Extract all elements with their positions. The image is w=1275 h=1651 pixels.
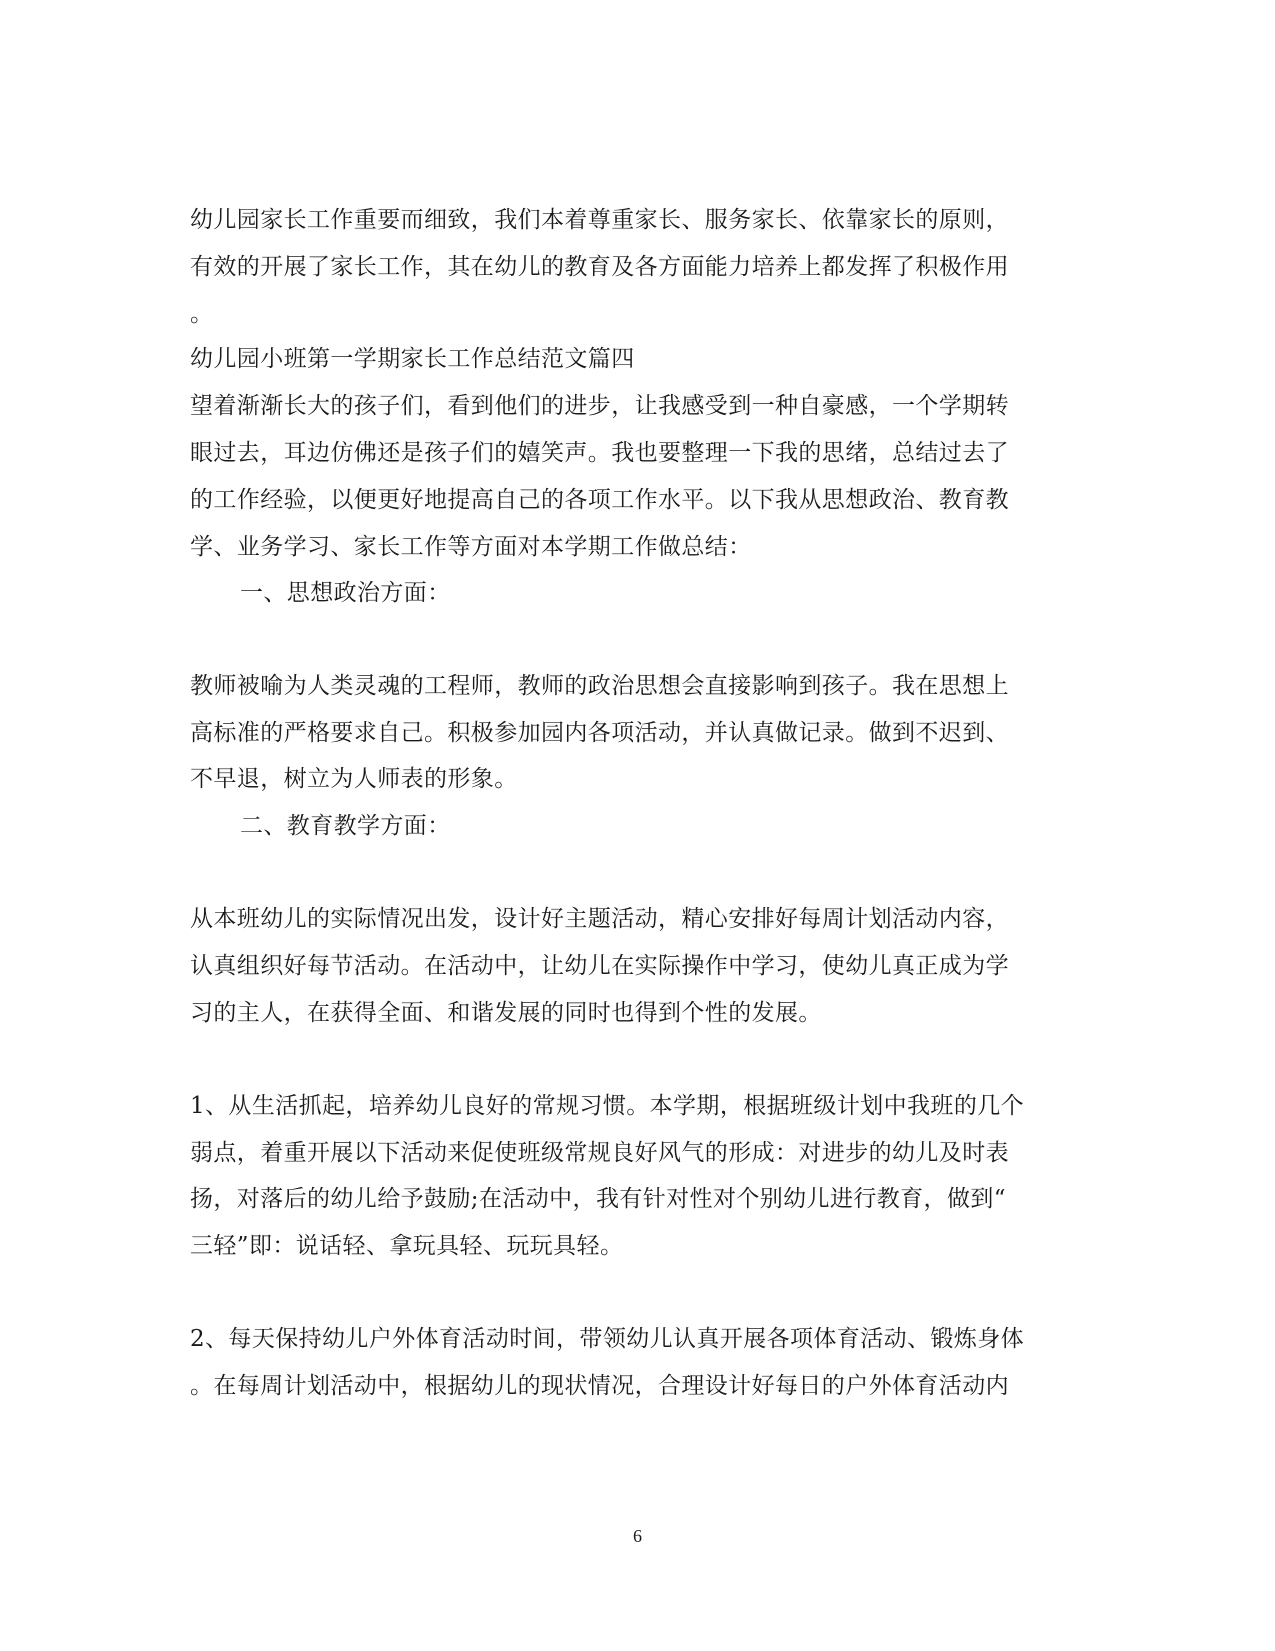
section-heading: 幼儿园小班第一学期家长工作总结范文篇四 (190, 346, 635, 372)
text-line: 眼过去，耳边仿佛还是孩子们的嬉笑声。我也要整理一下我的思绪，总结过去了 (190, 440, 1009, 466)
text-line: 2、每天保持幼儿户外体育活动时间，带领幼儿认真开展各项体育活动、锻炼身体 (190, 1326, 1025, 1352)
text-line: 的工作经验，以便更好地提高自己的各项工作水平。以下我从思想政治、教育教 (190, 487, 1009, 513)
text-line: 认真组织好每节活动。在活动中，让幼儿在实际操作中学习，使幼儿真正成为学 (190, 953, 1009, 979)
text-line: 从本班幼儿的实际情况出发，设计好主题活动，精心安排好每周计划活动内容， (190, 906, 1009, 932)
text-line: 望着渐渐长大的孩子们，看到他们的进步，让我感受到一种自豪感，一个学期转 (190, 393, 1009, 419)
text-line: 。在每周计划活动中，根据幼儿的现状情况，合理设计好每日的户外体育活动内 (190, 1373, 1009, 1399)
text-line: 学、业务学习、家长工作等方面对本学期工作做总结： (190, 534, 752, 560)
text-line: 习的主人，在获得全面、和谐发展的同时也得到个性的发展。 (190, 1000, 822, 1026)
text-line: 弱点，着重开展以下活动来促使班级常规良好风气的形成：对进步的幼儿及时表 (190, 1140, 1009, 1166)
subsection-heading: 二、教育教学方面： (240, 813, 451, 839)
text-line: 。 (190, 301, 214, 327)
text-line: 扬，对落后的幼儿给予鼓励;在活动中，我有针对性对个别幼儿进行教育，做到“ (190, 1186, 1006, 1212)
text-line: 1、从生活抓起，培养幼儿良好的常规习惯。本学期，根据班级计划中我班的几个 (190, 1093, 1025, 1119)
text-line: 三轻”即：说话轻、拿玩具轻、玩玩具轻。 (190, 1233, 624, 1259)
subsection-heading: 一、思想政治方面： (240, 580, 451, 606)
text-line: 幼儿园家长工作重要而细致，我们本着尊重家长、服务家长、依靠家长的原则， (190, 207, 1009, 233)
text-line: 有效的开展了家长工作，其在幼儿的教育及各方面能力培养上都发挥了积极作用 (190, 254, 1009, 280)
page-number: 6 (633, 1526, 642, 1546)
text-line: 教师被喻为人类灵魂的工程师，教师的政治思想会直接影响到孩子。我在思想上 (190, 673, 1009, 699)
text-line: 高标准的严格要求自己。积极参加园内各项活动，并认真做记录。做到不迟到、 (190, 720, 1009, 746)
text-line: 不早退，树立为人师表的形象。 (190, 766, 518, 792)
